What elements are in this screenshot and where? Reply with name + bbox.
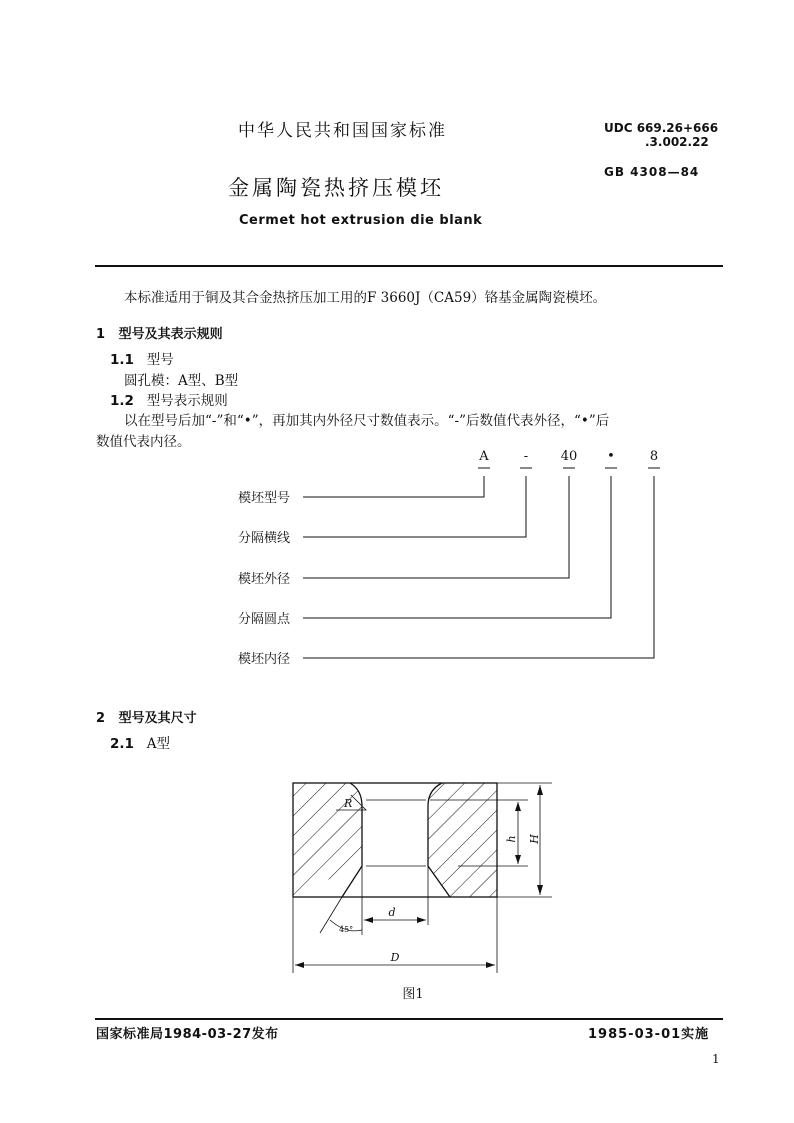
section-2-title: 型号及其尺寸 <box>118 711 197 726</box>
H-arrow-top <box>537 785 543 795</box>
label-h: h <box>505 835 518 843</box>
label-dot: 分隔圆点 <box>238 612 291 627</box>
clause-2-1-title: A型 <box>146 736 171 752</box>
clause-2-1-number: 2.1 <box>110 736 134 752</box>
part-inner-diameter: 8 <box>649 449 659 464</box>
label-inner: 模坯内径 <box>238 652 291 667</box>
udc-code-continued: .3.002.22 <box>645 135 709 149</box>
issued-date: 国家标准局1984-03-27发布 <box>96 1027 279 1042</box>
label-D: D <box>390 951 400 964</box>
clause-1-2-number: 1.2 <box>110 393 134 409</box>
udc-code: UDC 669.26+666 <box>604 121 719 135</box>
label-angle: 45° <box>339 925 354 934</box>
standard-type: 中华人民共和国国家标准 <box>238 121 447 141</box>
section-1-title: 型号及其表示规则 <box>118 327 223 342</box>
d-arrow-left <box>364 917 373 923</box>
D-arrow-right <box>486 962 495 968</box>
label-R: R <box>344 797 353 810</box>
part-dot: • <box>607 449 615 464</box>
part-dash: - <box>523 449 529 464</box>
page-number: 1 <box>712 1052 720 1066</box>
document-title-cn: 金属陶瓷热挤压模坯 <box>228 176 444 200</box>
D-arrow-left <box>295 962 304 968</box>
figure-caption: 图1 <box>402 987 424 1000</box>
d-arrow-right <box>417 917 426 923</box>
h-arrow-top <box>515 802 521 811</box>
label-H: H <box>528 834 541 844</box>
clause-1-2-body-line2: 数值代表内径。 <box>96 434 191 450</box>
effective-date: 1985-03-01实施 <box>588 1027 710 1042</box>
clause-1-1-title: 型号 <box>146 352 174 368</box>
scope-paragraph: 本标准适用于铜及其合金热挤压加工用的F 3660J（CA59）铬基金属陶瓷模坯。 <box>124 290 607 306</box>
clause-1-1-body: 圆孔模：A型、B型 <box>124 373 239 389</box>
label-outer: 模坯外径 <box>238 572 291 587</box>
label-dash: 分隔横线 <box>238 531 291 546</box>
section-2-number: 2 <box>96 711 106 726</box>
gb-code: GB 4308—84 <box>604 165 700 179</box>
clause-1-1-number: 1.1 <box>110 352 134 368</box>
label-model: 模坯型号 <box>238 491 291 506</box>
part-model: A <box>479 449 489 464</box>
label-d: d <box>388 906 396 919</box>
H-arrow-bottom <box>537 885 543 895</box>
clause-1-2-title: 型号表示规则 <box>146 393 228 409</box>
clause-1-2-body-line1: 以在型号后加“-”和“•”，再加其内外径尺寸数值表示。“-”后数值代表外径，“•”后 <box>124 413 610 429</box>
section-1-number: 1 <box>96 327 106 342</box>
h-arrow-bottom <box>515 855 521 864</box>
footer-rule <box>95 1018 723 1020</box>
document-title-en: Cermet hot extrusion die blank <box>239 213 483 228</box>
part-outer-diameter: 40 <box>560 449 578 464</box>
